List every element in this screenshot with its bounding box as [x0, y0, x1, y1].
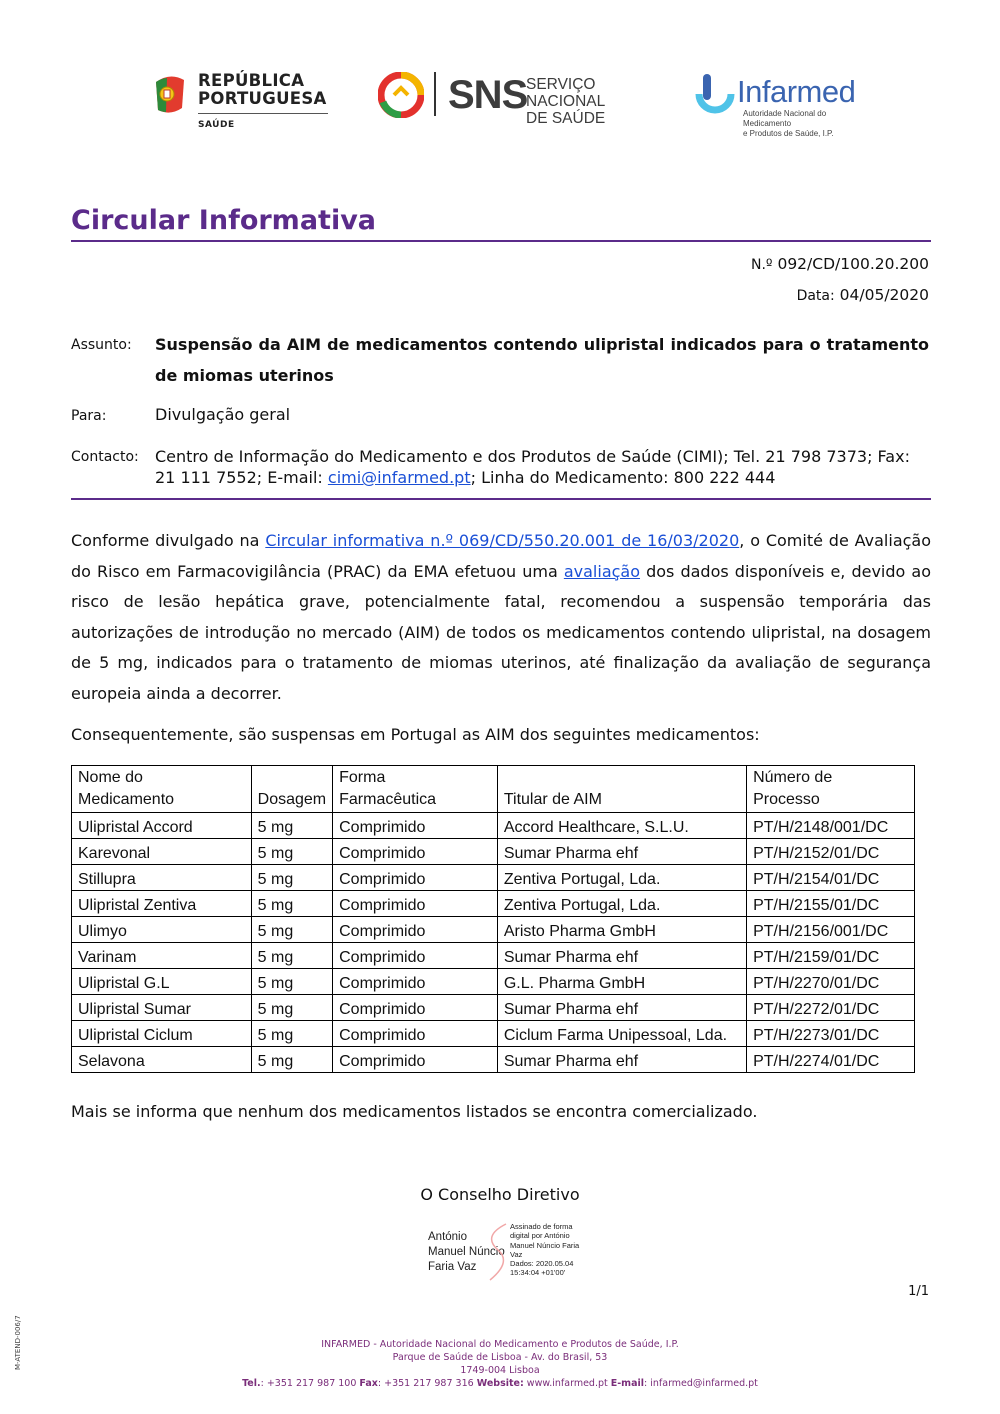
infarmed-logo — [695, 72, 875, 138]
previous-circular-link[interactable]: Circular informativa n.º 069/CD/550.20.001 de 16/03/2020 — [265, 531, 740, 550]
table-cell: PT/H/2154/01/DC — [747, 865, 915, 891]
table-row — [72, 969, 915, 995]
table-header-row — [72, 766, 915, 813]
table-cell: Comprimido — [333, 995, 498, 1021]
infarmed-name: Infarmed — [737, 74, 856, 109]
table-cell: Ulimyo — [72, 917, 252, 943]
signer-name-line2: Manuel Núncio — [428, 1246, 505, 1258]
table-cell: 5 mg — [251, 995, 332, 1021]
infarmed-sub-line1: Autoridade Nacional do Medicamento — [743, 109, 827, 128]
infarmed-mark-icon — [695, 72, 735, 118]
infarmed-sub-line2: e Produtos de Saúde, I.P. — [743, 129, 834, 138]
table-cell: Ulipristal Zentiva — [72, 891, 252, 917]
sig-info-line5: Dados: 2020.05.04 — [510, 1259, 574, 1269]
table-cell: Karevonal — [72, 839, 252, 865]
date-label: Data: — [796, 288, 835, 304]
footer-contacts — [0, 1377, 1000, 1390]
sns-acronym: SNS — [448, 73, 528, 117]
table-header-cell — [251, 766, 332, 813]
contact-text — [155, 446, 929, 488]
table-cell: PT/H/2274/01/DC — [747, 1047, 915, 1073]
page-title: Circular Informativa — [71, 205, 377, 236]
signature-info — [510, 1222, 579, 1278]
header-cell-line: Titular de AIM — [503, 791, 602, 808]
table-cell: PT/H/2270/01/DC — [747, 969, 915, 995]
republica-divider — [198, 113, 328, 114]
contact-pre: Centro de Informação do Medicamento e dos Produtos de Saúde (CIMI); Tel. 21 798 7373; Fax: 21 111 7552; E-mail: — [155, 447, 910, 487]
header-cell-line: Número de — [753, 769, 833, 786]
number-label: N.º — [750, 257, 773, 273]
table-cell: Ciclum Farma Unipessoal, Lda. — [497, 1021, 746, 1047]
footer-fax: : +351 217 987 316 — [377, 1378, 477, 1389]
meta-divider — [71, 498, 931, 500]
circular-number — [751, 255, 929, 273]
table-row — [72, 917, 915, 943]
table-row — [72, 891, 915, 917]
footer-tel: : +351 217 987 100 — [260, 1378, 360, 1389]
portugal-flag-icon — [152, 74, 188, 114]
table-cell: Comprimido — [333, 969, 498, 995]
table-cell: Comprimido — [333, 891, 498, 917]
subject-text: Suspensão da AIM de medicamentos contendo ulipristal indicados para o tratamento de miomas uterinos — [155, 335, 929, 385]
header-cell-line: Farmacêutica — [339, 791, 437, 808]
table-cell: 5 mg — [251, 969, 332, 995]
number-value: 092/CD/100.20.200 — [777, 255, 929, 273]
table-cell: PT/H/2156/001/DC — [747, 917, 915, 943]
sig-info-line3: Manuel Núncio Faria — [510, 1240, 580, 1250]
footer-web[interactable]: www.infarmed.pt — [523, 1378, 611, 1389]
table-row — [72, 943, 915, 969]
date-value: 04/05/2020 — [839, 286, 929, 304]
table-cell: Ulipristal Ciclum — [72, 1021, 252, 1047]
table-cell: Aristo Pharma GmbH — [497, 917, 746, 943]
table-cell: Comprimido — [333, 865, 498, 891]
signer-name-line3: Faria Vaz — [428, 1261, 477, 1273]
title-divider — [71, 240, 931, 242]
sig-info-line6: 15:34:04 +01'00' — [510, 1268, 566, 1278]
contact-post: ; Linha do Medicamento: 800 222 444 — [470, 468, 776, 487]
footer-line1: INFARMED - Autoridade Nacional do Medicamento e Produtos de Saúde, I.P. — [321, 1339, 679, 1350]
avaliacao-link[interactable]: avaliação — [563, 561, 641, 581]
footer-line3: 1749-004 Lisboa — [460, 1365, 540, 1376]
table-row — [72, 995, 915, 1021]
subject-label: Assunto: — [71, 337, 132, 353]
table-cell: Sumar Pharma ehf — [497, 943, 746, 969]
digital-signature — [428, 1222, 588, 1284]
body-paragraph-1 — [71, 526, 931, 709]
table-cell: Comprimido — [333, 917, 498, 943]
sig-info-line4: Vaz — [510, 1249, 523, 1259]
republica-sub: SAÚDE — [198, 120, 235, 130]
circular-date — [797, 286, 929, 304]
table-cell: 5 mg — [251, 839, 332, 865]
table-cell: Zentiva Portugal, Lda. — [497, 865, 746, 891]
table-cell: Varinam — [72, 943, 252, 969]
table-cell: Selavona — [72, 1047, 252, 1073]
contact-label: Contacto: — [71, 449, 139, 465]
table-header-cell — [497, 766, 746, 813]
footer-email[interactable]: : infarmed@infarmed.pt — [644, 1378, 758, 1389]
sns-line2: DE SAÚDE — [526, 110, 606, 127]
table-cell: Comprimido — [333, 943, 498, 969]
table-cell: 5 mg — [251, 891, 332, 917]
table-row — [72, 865, 915, 891]
to-label: Para: — [71, 408, 107, 424]
table-cell: 5 mg — [251, 917, 332, 943]
sns-divider — [434, 72, 436, 116]
table-cell: Ulipristal Accord — [72, 813, 252, 839]
header-cell-line: Processo — [753, 791, 820, 808]
page-footer — [0, 1338, 1000, 1390]
table-header-cell — [747, 766, 915, 813]
header-cell-line: Dosagem — [257, 791, 327, 808]
footer-line2: Parque de Saúde de Lisboa - Av. do Brasil, 53 — [392, 1352, 608, 1363]
body-paragraph-2: Consequentemente, são suspensas em Portugal as AIM dos seguintes medicamentos: — [71, 725, 760, 744]
table-cell: PT/H/2148/001/DC — [747, 813, 915, 839]
infarmed-subtitle — [743, 109, 875, 139]
table-cell: Zentiva Portugal, Lda. — [497, 891, 746, 917]
table-cell: PT/H/2273/01/DC — [747, 1021, 915, 1047]
table-cell: 5 mg — [251, 1021, 332, 1047]
table-cell: G.L. Pharma GmbH — [497, 969, 746, 995]
republica-portuguesa-logo — [152, 72, 332, 134]
header-cell-line: Forma — [339, 769, 386, 786]
header-cell-line — [504, 767, 740, 789]
signer-name-line1: António — [428, 1231, 468, 1243]
footer-email-label: E-mail — [610, 1378, 645, 1389]
table-cell: 5 mg — [251, 1047, 332, 1073]
footer-fax-label: Fax — [359, 1378, 378, 1389]
table-cell: Comprimido — [333, 839, 498, 865]
header-cell-line: Nome do — [78, 769, 143, 786]
table-cell: PT/H/2272/01/DC — [747, 995, 915, 1021]
sns-line1: SERVIÇO NACIONAL — [526, 76, 606, 110]
republica-line1: REPÚBLICA — [198, 71, 305, 90]
board-signature-title: O Conselho Diretivo — [420, 1185, 580, 1204]
table-cell: PT/H/2152/01/DC — [747, 839, 915, 865]
medicines-table — [71, 765, 915, 1073]
table-cell: Comprimido — [333, 1021, 498, 1047]
table-cell: Accord Healthcare, S.L.U. — [497, 813, 746, 839]
page-number: 1/1 — [908, 1284, 929, 1299]
footer-tel-label: Tel. — [242, 1378, 261, 1389]
table-header-cell — [333, 766, 498, 813]
table-cell: Sumar Pharma ehf — [497, 995, 746, 1021]
table-row — [72, 839, 915, 865]
table-row — [72, 1047, 915, 1073]
table-cell: Ulipristal G.L — [72, 969, 252, 995]
sns-logo — [378, 70, 658, 127]
header-cell-line: Medicamento — [78, 791, 175, 808]
republica-portuguesa-text — [198, 72, 327, 108]
p1-text-a: Conforme divulgado na — [71, 531, 266, 550]
table-cell: PT/H/2159/01/DC — [747, 943, 915, 969]
table-cell: Stillupra — [72, 865, 252, 891]
contact-email-link[interactable]: cimi@infarmed.pt — [327, 468, 471, 487]
table-header-cell — [72, 766, 252, 813]
p1-text-b: , o Comité de Avaliação do Risco em Farmacovigilância (PRAC) da EMA efetuou uma — [71, 531, 932, 581]
republica-line2: PORTUGUESA — [198, 89, 327, 108]
sns-fullname — [526, 76, 658, 127]
table-row — [72, 813, 915, 839]
table-cell: 5 mg — [251, 813, 332, 839]
p1-text-c: dos dados disponíveis e, devido ao risco de lesão hepática grave, potencialmente fatal, recomendou a suspensão temporária das autorizações de introdução no mercado (AIM) de todos os medicamentos contendo ulipristal, na dosagem de 5 mg, indicados para o tratamento de miomas uterinos, até finalização da avaliação de segurança europeia ainda a decorrer. — [71, 561, 931, 703]
footer-web-label: Website: — [476, 1378, 524, 1389]
table-body — [72, 813, 915, 1073]
table-cell: Comprimido — [333, 1047, 498, 1073]
table-cell: PT/H/2155/01/DC — [747, 891, 915, 917]
table-cell: Sumar Pharma ehf — [497, 1047, 746, 1073]
sig-info-line2: digital por António — [510, 1231, 570, 1241]
body-paragraph-3: Mais se informa que nenhum dos medicamentos listados se encontra comercializado. — [71, 1102, 758, 1121]
sig-info-line1: Assinado de forma — [510, 1222, 573, 1231]
table-cell: Comprimido — [333, 813, 498, 839]
table-cell: Sumar Pharma ehf — [497, 839, 746, 865]
document-code: M-ATEND-006/7 — [14, 1315, 22, 1370]
table-cell: 5 mg — [251, 943, 332, 969]
sns-circle-icon — [378, 72, 424, 118]
table-row — [72, 1021, 915, 1047]
table-cell: 5 mg — [251, 865, 332, 891]
table-cell: Ulipristal Sumar — [72, 995, 252, 1021]
to-value: Divulgação geral — [155, 405, 291, 424]
header-cell-line — [258, 767, 326, 789]
